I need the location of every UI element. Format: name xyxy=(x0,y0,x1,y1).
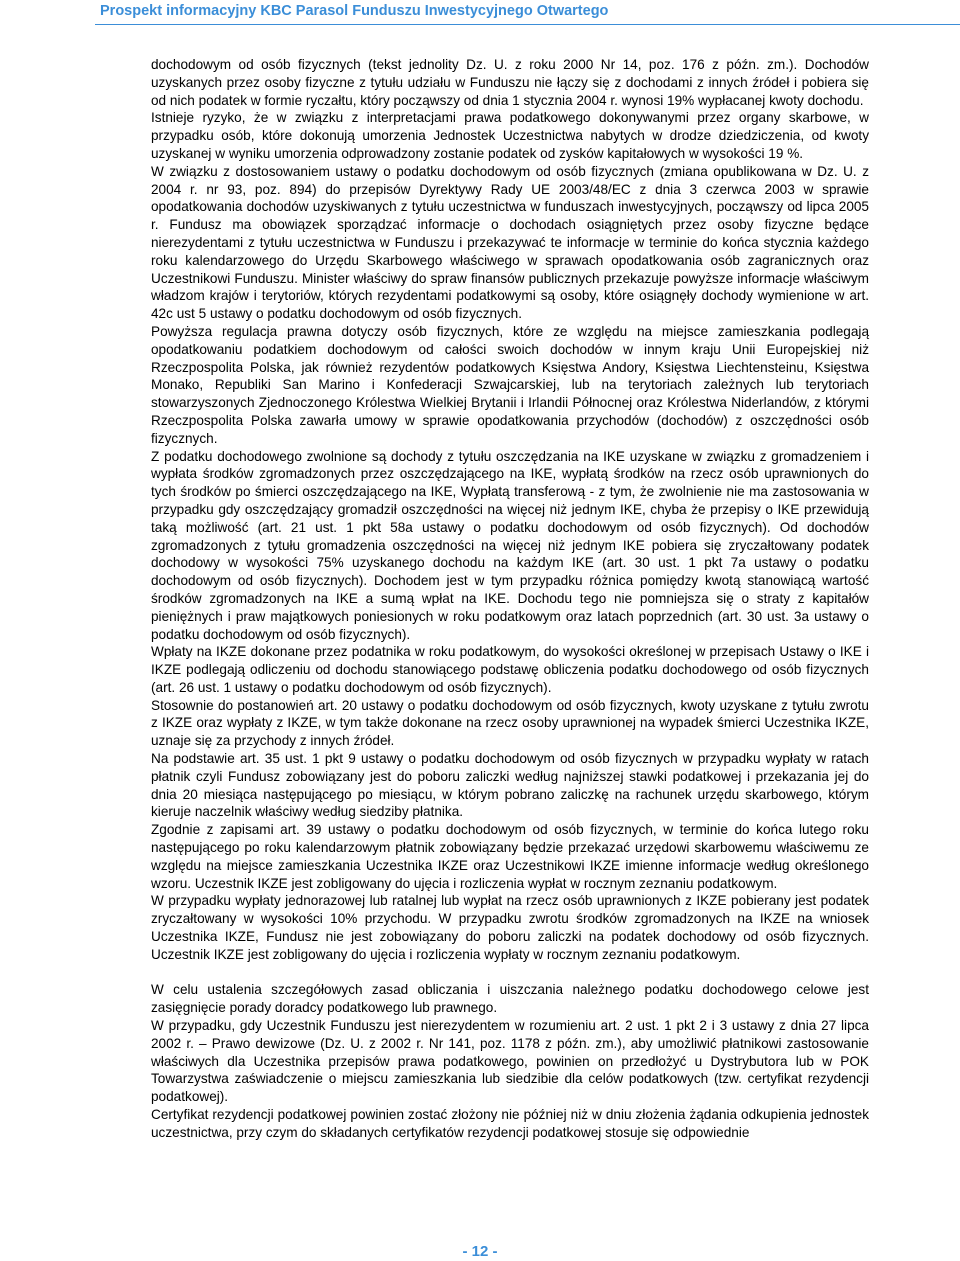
paragraph: W związku z dostosowaniem ustawy o podatku dochodowym od osób fizycznych (zmiana opublikowana w Dz. U. z 2004 r. nr 93, poz. 894) do przepisów Dyrektywy Rady UE 2003/48/EC z dnia 3 czerwca 2003 w sprawie opodatkowania dochodów uzyskiwanych z tytułu uczestnictwa w funduszach inwestycyjnych, począwszy od lipca 2005 r. Fundusz ma obowiązek sporządzać informacje o dochodach osiągniętych przez osoby fizyczne będące nierezydentami z tytułu uczestnictwa w Funduszu i przekazywać te informacje w terminie do końca stycznia każdego roku kalendarzowego do Urzędu Skarbowego właściwego w sprawach opodatkowania osób zagranicznych oraz Uczestnikowi Funduszu. Minister właściwy do spraw finansów publicznych przekazuje powyższe informacje właściwym władzom krajów i terytoriów, których rezydentami podatkowymi są osoby, które osiągnęły dochody wymienione w art. 42c ust 5 ustawy o podatku dochodowym od osób fizycznych. xyxy=(151,163,869,322)
paragraph: Istnieje ryzyko, że w związku z interpretacjami prawa podatkowego dokonywanymi przez organy skarbowe, w przypadku osób, które dokonują umorzenia Jednostek Uczestnictwa nabytych w drodze dziedziczenia, od kwoty uzyskanej w wyniku umorzenia odprowadzony zostanie podatek od zysków kapitałowych w wysokości 19 %. xyxy=(151,110,869,161)
page-number: - 12 - xyxy=(462,1243,498,1260)
document-body xyxy=(151,56,869,1142)
paragraph: Na podstawie art. 35 ust. 1 pkt 9 ustawy o podatku dochodowym od osób fizycznych w przypadku wypłaty w ratach płatnik czyli Fundusz zobowiązany jest do poboru zaliczki według najniższej stawki podatkowej i przekazania jej do dnia 20 miesiąca następującego po miesiącu, w którym pobrano zaliczkę na rachunek urzędu skarbowego, którym kieruje naczelnik właściwy według siedziby płatnika. xyxy=(151,751,869,820)
header-divider xyxy=(95,24,960,25)
paragraph: Powyższa regulacja prawna dotyczy osób fizycznych, które ze względu na miejsce zamieszkania podlegają opodatkowaniu podatkiem dochodowym od całości swoich dochodów w innym kraju Unii Europejskiej niż Rzeczpospolita Polska, jak również rezydentów podatkowych Księstwa Andory, Księstwa Liechtensteinu, Księstwa Monako, Republiki San Marino i Konfederacji Szwajcarskiej, lub na terytoriach zależnych lub terytoriach stowarzyszonych Zjednoczonego Królestwa Wielkiej Brytanii i Irlandii Północnej oraz Królestwa Niderlandów, z którymi Rzeczpospolita Polska zawarła umowy w sprawie opodatkowania przychodów (dochodów) z oszczędności osób fizycznych. xyxy=(151,323,869,446)
page-header xyxy=(0,0,960,28)
paragraph: W przypadku wypłaty jednorazowej lub ratalnej lub wypłat na rzecz osób uprawnionych z IKZE pobierany jest podatek zryczałtowany w wysokości 10% przychodu. W przypadku zwrotu środków zgromadzonych na IKZE na wniosek Uczestnika IKZE, Fundusz nie jest zobowiązany do poboru zaliczki na podatek dochodowy od osób fizycznych. Uczestnik IKZE jest zobligowany do ujęcia i rozliczenia wypłaty w rocznym zeznaniu podatkowym. xyxy=(151,893,869,962)
paragraph: dochodowym od osób fizycznych (tekst jednolity Dz. U. z roku 2000 Nr 14, poz. 176 z późn. zm.). Dochodów uzyskanych przez osoby fizyczne z tytułu udziału w Funduszu nie łączy się z dochodami z innych źródeł i pobiera się od nich podatek w formie ryczałtu, który począwszy od dnia 1 stycznia 2004 r. wynosi 19% wypłacanej kwoty dochodu. xyxy=(151,57,869,108)
paragraph: Stosownie do postanowień art. 20 ustawy o podatku dochodowym od osób fizycznych, kwoty uzyskane z tytułu zwrotu z IKZE oraz wypłaty z IKZE, w tym także dokonane na rzecz osoby uprawnionej na wypadek śmierci Uczestnika IKZE, uznaje się za przychody z innych źródeł. xyxy=(151,697,869,749)
paragraph: Certyfikat rezydencji podatkowej powinien zostać złożony nie później niż w dniu złożenia żądania odkupienia jednostek uczestnictwa, przy czym do składanych certyfikatów rezydencji podatkowej stosuje się odpowiednie xyxy=(151,1107,869,1140)
paragraph: Z podatku dochodowego zwolnione są dochody z tytułu oszczędzania na IKE uzyskane w związku z gromadzeniem i wypłata środków zgromadzonych przez oszczędzającego na IKE, wypłatą środków na rzecz osób uprawnionych do tych środków po śmierci oszczędzającego na IKE, Wypłatą transferową - z tym, że zwolnienie nie ma zastosowania w przypadku gdy oszczędzający gromadził oszczędności na więcej niż jednym IKE, chyba że przepisy o IKE przewidują taką możliwość (art. 21 ust. 1 pkt 58a ustawy o podatku dochodowym od osób fizycznych). Od dochodów zgromadzonych z tytułu gromadzenia oszczędności na więcej niż jednym IKE pobiera się zryczałtowany podatek dochodowy w wysokości 75% uzyskanego dochodu na każdym IKE (art. 30 ust. 1 pkt 7a ustawy o podatku dochodowym od osób fizycznych). Dochodem jest w tym przypadku różnica pomiędzy kwotą stanowiącą wartość środków zgromadzonych na IKE a sumą wpłat na IKE. Dochodu tego nie pomniejsza się o straty z kapitałów pieniężnych i praw majątkowych poniesionych w roku podatkowym oraz latach poprzednich (art. 30 ust. 3a ustawy o podatku dochodowym od osób fizycznych). xyxy=(151,448,869,642)
document-title: Prospekt informacyjny KBC Parasol Funduszu Inwestycyjnego Otwartego xyxy=(100,3,609,19)
paragraph: Zgodnie z zapisami art. 39 ustawy o podatku dochodowym od osób fizycznych, w terminie do końca lutego roku następującego po roku kalendarzowym płatnik zobowiązany będzie przekazać urzędowi skarbowemu właściwemu ze względu na miejsce zamieszkania Uczestnika IKZE oraz Uczestnikowi IKZE imienne informacje według określonego wzoru. Uczestnik IKZE jest zobligowany do ujęcia i rozliczenia wypłat w rocznym zeznaniu podatkowym. xyxy=(151,822,869,891)
paragraph: W celu ustalenia szczegółowych zasad obliczania i uiszczania należnego podatku dochodowego celowe jest zasięgnięcie porady doradcy podatkowego lub prawnego. xyxy=(151,982,869,1016)
paragraph: Wpłaty na IKZE dokonane przez podatnika w roku podatkowym, do wysokości określonej w przepisach Ustawy o IKE i IKZE podlegają odliczeniu od dochodu stanowiącego podstawę obliczenia podatku dochodowego od osób fizycznych (art. 26 ust. 1 ustawy o podatku dochodowym od osób fizycznych). xyxy=(151,644,869,695)
paragraph: W przypadku, gdy Uczestnik Funduszu jest nierezydentem w rozumieniu art. 2 ust. 1 pkt 2 i 3 ustawy z dnia 27 lipca 2002 r. – Prawo dewizowe (Dz. U. z 2002 r. Nr 141, poz. 1178 z późn. zm.), aby umożliwić płatnikowi zastosowanie właściwych dla Uczestnika przepisów prawa podatkowego, powinien on przedłożyć u Dystrybutora lub w POK Towarzystwa zaświadczenie o miejscu zamieszkania lub siedzibie dla celów podatkowych (tzw. certyfikat rezydencji podatkowej). xyxy=(151,1018,869,1105)
